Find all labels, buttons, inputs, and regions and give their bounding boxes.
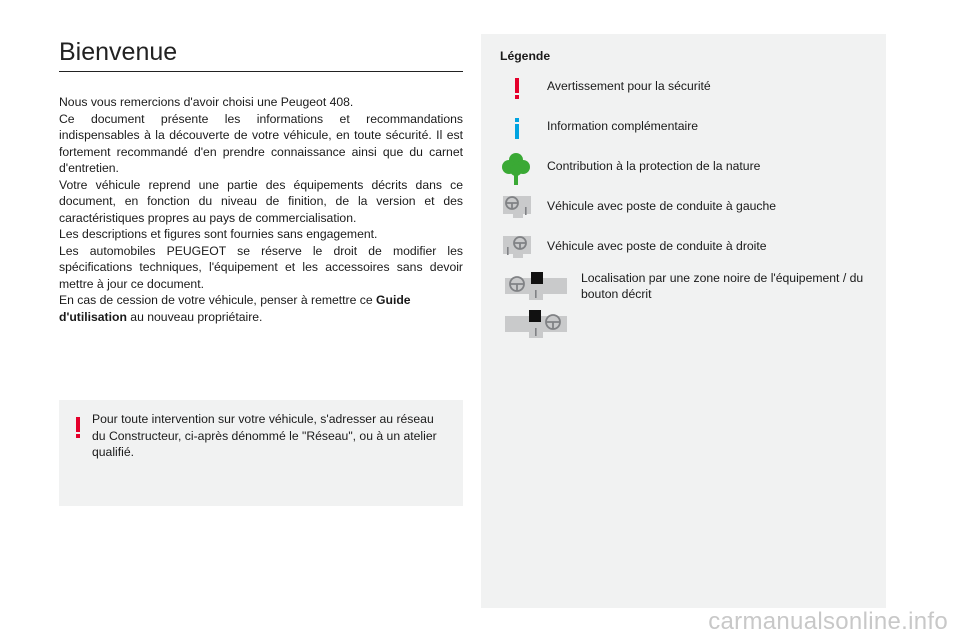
intro-paragraph: Nous vous remercions d'avoir choisi une Peugeot 408.: [59, 95, 354, 109]
intro-paragraph: Les automobiles PEUGEOT se réserve le droit de modifier les spécifications techniques, l'équipement et les accessoires sans devoir mettre à jour ce document.: [59, 243, 463, 291]
intro-paragraph: Les descriptions et figures sont fournies sans engagement.: [59, 227, 378, 241]
guide-name: Guide d'utilisation: [59, 293, 411, 324]
legend-panel: [481, 34, 886, 608]
location-dashboard-icon: [503, 270, 569, 340]
legend-label: Contribution à la protection de la nature: [547, 159, 761, 173]
intro-paragraph: Ce document présente les informations et recommandations indispensables à la découverte de votre véhicule, en toute sécurité. Il est fortement recommandé d'en prendre connaissance ainsi que du carnet d'entretien.: [59, 111, 463, 175]
legend-label: Véhicule avec poste de conduite à gauche: [547, 199, 777, 213]
legend-label: Information complémentaire: [547, 119, 699, 133]
closing-text-end: au nouveau propriétaire.: [126, 309, 263, 324]
closing-text: En cas de cession de votre véhicule, penser à remettre ce: [59, 293, 377, 307]
info-icon: [512, 118, 522, 140]
tree-icon: [501, 152, 531, 186]
watermark: carmanualsonline.info: [708, 608, 948, 635]
left-hand-drive-icon: [501, 194, 535, 220]
safety-warning-icon: [512, 78, 522, 100]
legend-label: Localisation par une zone noire de l'équipement / du bouton décrit: [581, 271, 864, 301]
warning-note: [59, 400, 463, 506]
exclamation-icon: [73, 417, 83, 439]
legend-label: Avertissement pour la sécurité: [547, 79, 711, 93]
closing-paragraph: [59, 292, 463, 325]
intro-text: [59, 94, 463, 325]
legend-label: Véhicule avec poste de conduite à droite: [547, 239, 767, 253]
warning-text: Pour toute intervention sur votre véhicule, s'adresser au réseau du Constructeur, ci-après dénommé le "Réseau", ou à un atelier qualifié.: [92, 412, 437, 459]
legend-item-location: [481, 270, 886, 342]
page-title: Bienvenue: [59, 38, 178, 66]
legend-item-right-hand-drive: [481, 238, 886, 274]
intro-paragraph: Votre véhicule reprend une partie des équipements décrits dans ce document, en fonction du niveau de finition, de la version et des caractéristiques propres au pays de commercialisation.: [59, 177, 463, 225]
legend-title: Légende: [500, 49, 551, 63]
legend-item-safety: [481, 78, 886, 114]
right-hand-drive-icon: [501, 234, 535, 260]
legend-item-left-hand-drive: [481, 198, 886, 234]
title-divider: [59, 71, 463, 72]
legend-item-info: [481, 118, 886, 154]
legend-item-nature: [481, 158, 886, 194]
